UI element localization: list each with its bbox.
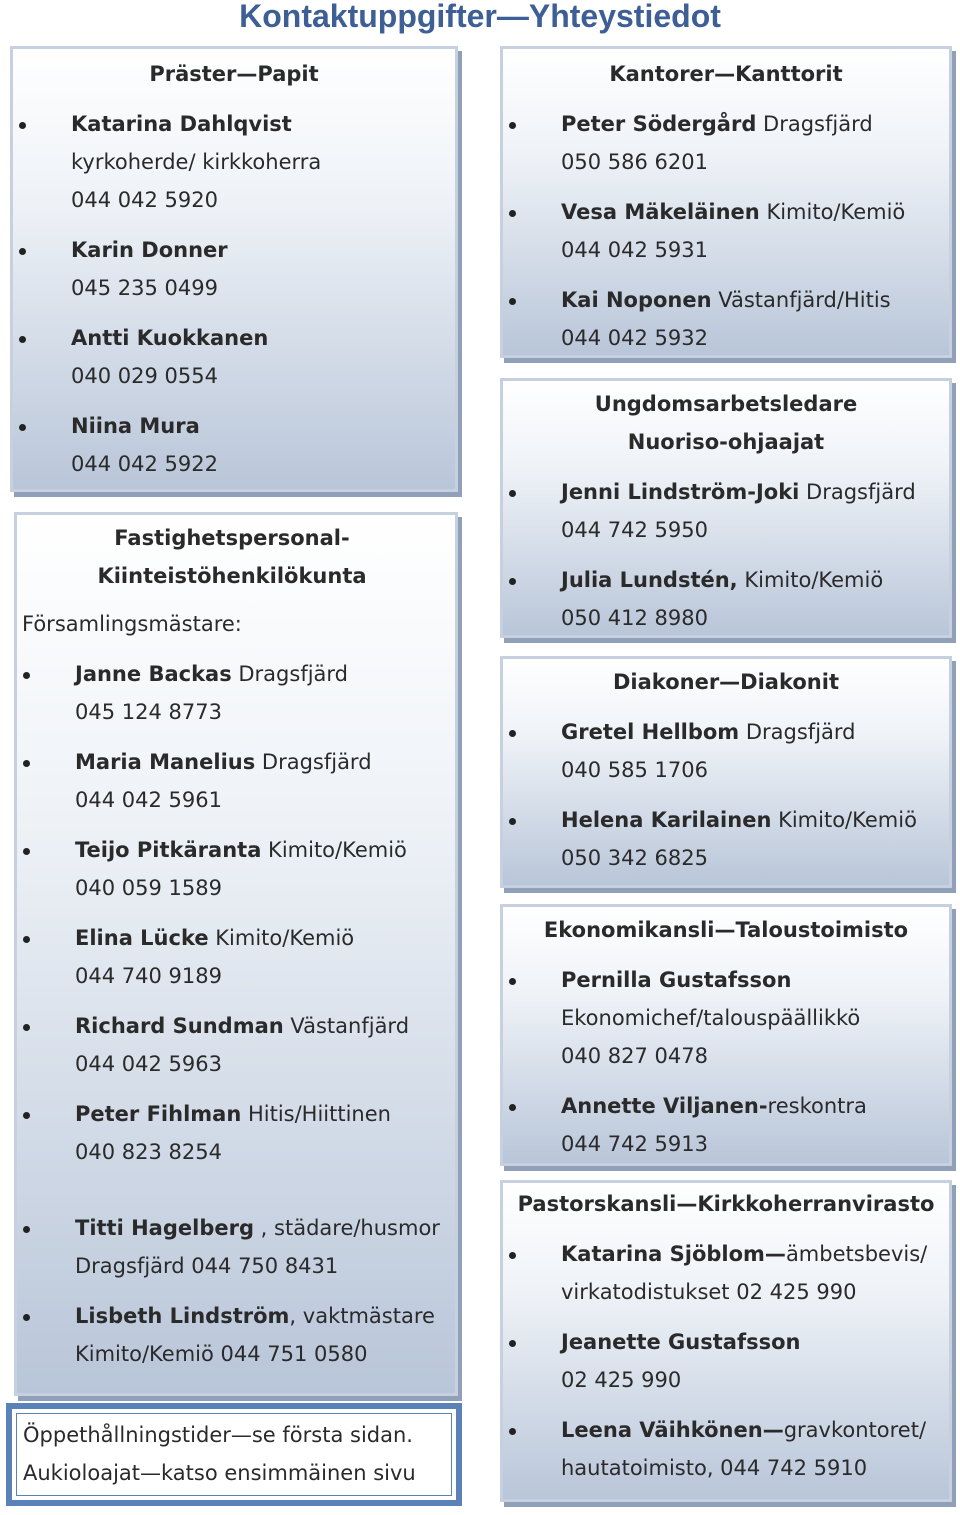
contact-name: Elina Lücke [75,926,209,950]
contact-phone: 044 042 5932 [561,326,708,350]
contact-phone: 040 029 0554 [71,364,218,388]
contact-name: Janne Backas [75,662,232,686]
deacons-box [500,656,952,888]
contact-phone: 045 235 0499 [71,276,218,300]
contact-detail: hautatoimisto, 044 742 5910 [561,1456,868,1480]
contact-name: Karin Donner [71,238,228,262]
contact-phone: 044 042 5920 [71,188,218,212]
contact-name: Kai Noponen [561,288,712,312]
list-item [503,1087,949,1163]
contact-name: Vesa Mäkeläinen [561,200,760,224]
contact-place: Kimito/Kemiö [771,808,917,832]
contact-name: Jeanette Gustafsson [561,1330,801,1354]
contact-role: kyrkoherde/ kirkkoherra [71,150,322,174]
list-item [503,1235,949,1311]
list-item [17,831,455,907]
contact-phone: 040 827 0478 [561,1044,708,1068]
contact-name: Annette Viljanen- [561,1094,768,1118]
list-item [17,743,455,819]
contact-place: Västanfjärd/Hitis [711,288,891,312]
cantors-list [503,105,949,357]
contact-name: Jenni Lindström-Joki [561,480,800,504]
finance-heading: Ekonomikansli—Taloustoimisto [543,918,909,942]
contact-place: Västanfjärd [283,1014,410,1038]
contact-phone: 044 742 5950 [561,518,708,542]
contact-place: Dragsfjärd [756,112,873,136]
youth-heading-fi: Nuoriso-ohjaajat [627,430,825,454]
list-item [13,231,455,307]
contact-name: Niina Mura [71,414,200,438]
list-item [503,713,949,789]
property-list [17,655,455,1373]
contact-phone: 044 740 9189 [75,964,222,988]
contact-phone: 02 425 990 [561,1368,682,1392]
list-item [503,193,949,269]
list-item [503,1411,949,1487]
contact-phone: 040 059 1589 [75,876,222,900]
list-item [17,1095,455,1171]
deacons-heading: Diakoner—Diakonit [613,670,839,694]
youth-workers-box [500,378,952,638]
contact-name: Titti Hagelberg [75,1216,254,1240]
contact-place: Kimito/Kemiö [261,838,407,862]
opening-hours-fi: Aukioloajat—katso ensimmäinen sivu [23,1461,416,1485]
priests-box [10,46,458,492]
youth-heading-sv: Ungdomsarbetsledare [594,392,858,416]
list-item [17,1209,455,1285]
contact-name: Richard Sundman [75,1014,284,1038]
list-item [503,281,949,357]
page-title: Kontaktuppgifter—Yhteystiedot [239,0,721,34]
contact-role: gravkontoret/ [783,1418,927,1442]
parish-office-box [500,1180,952,1502]
contact-place: Kimito/Kemiö [208,926,355,950]
list-item [13,105,455,219]
contact-place: Kimito/Kemiö [759,200,906,224]
opening-hours-box [6,1403,462,1506]
contact-name: Peter Fihlman [75,1102,242,1126]
parish-office-list [503,1235,949,1487]
finance-office-box [500,904,952,1166]
contact-name: Peter Södergård [561,112,757,136]
property-heading-fi: Kiinteistöhenkilökunta [97,564,367,588]
contact-phone: 045 124 8773 [75,700,222,724]
contact-phone: 044 042 5961 [75,788,222,812]
contact-place: Hitis/Hiittinen [241,1102,391,1126]
contact-name: Lisbeth Lindström [75,1304,290,1328]
contact-place: Dragsfjärd [739,720,856,744]
contact-name: Julia Lundstén, [561,568,738,592]
contact-place: Dragsfjärd [799,480,916,504]
contact-name: Katarina Sjöblom— [561,1242,786,1266]
list-item [17,1297,455,1373]
parish-master-label: Församlingsmästare: [22,612,242,636]
contact-role: , städare/husmor [254,1216,440,1240]
contact-name: Maria Manelius [75,750,256,774]
list-item [503,801,949,877]
list-item [503,1323,949,1399]
contact-role: ämbetsbevis/ [785,1242,928,1266]
list-item [503,105,949,181]
priests-list [13,105,455,483]
contact-name: Leena Väihkönen— [561,1418,784,1442]
contact-place: Kimito/Kemiö [737,568,884,592]
contact-phone: 044 042 5922 [71,452,218,476]
property-heading-sv: Fastighetspersonal- [114,526,350,550]
contact-role: Ekonomichef/talouspäällikkö [561,1006,861,1030]
list-item [503,961,949,1075]
list-item [17,919,455,995]
contact-name: Teijo Pitkäranta [75,838,262,862]
contact-phone: 040 823 8254 [75,1140,222,1164]
cantors-box [500,46,952,358]
list-item [503,561,949,637]
contact-place: Dragsfjärd [231,662,349,686]
contact-phone: 044 042 5963 [75,1052,222,1076]
finance-list [503,961,949,1163]
list-item [503,473,949,549]
contact-phone: 050 342 6825 [561,846,708,870]
contact-phone: 044 042 5931 [561,238,708,262]
contact-phone: 050 412 8980 [561,606,708,630]
contact-name: Pernilla Gustafsson [561,968,792,992]
contact-role: , vaktmästare [289,1304,435,1328]
deacons-list [503,713,949,877]
list-item [17,1007,455,1083]
contact-place: Dragsfjärd [255,750,372,774]
contact-place-phone: Kimito/Kemiö 044 751 0580 [75,1342,368,1366]
contact-name: Katarina Dahlqvist [71,112,292,136]
contact-name: Gretel Hellbom [561,720,740,744]
priests-heading: Präster—Papit [149,62,319,86]
cantors-heading: Kantorer—Kanttorit [609,62,843,86]
contact-name: Helena Karilainen [561,808,772,832]
contact-detail: virkatodistukset 02 425 990 [561,1280,857,1304]
opening-hours-sv: Öppethållningstider—se första sidan. [23,1423,413,1447]
contact-phone: 050 586 6201 [561,150,708,174]
list-item [17,655,455,731]
contact-place-phone: Dragsfjärd 044 750 8431 [75,1254,339,1278]
youth-list [503,473,949,637]
contact-phone: 040 585 1706 [561,758,708,782]
contact-name: Antti Kuokkanen [71,326,269,350]
contact-phone: 044 742 5913 [561,1132,708,1156]
contact-role: reskontra [767,1094,867,1118]
property-staff-box [14,512,458,1396]
list-item [13,407,455,483]
list-item [13,319,455,395]
parish-office-heading: Pastorskansli—Kirkkoherranvirasto [517,1192,935,1216]
